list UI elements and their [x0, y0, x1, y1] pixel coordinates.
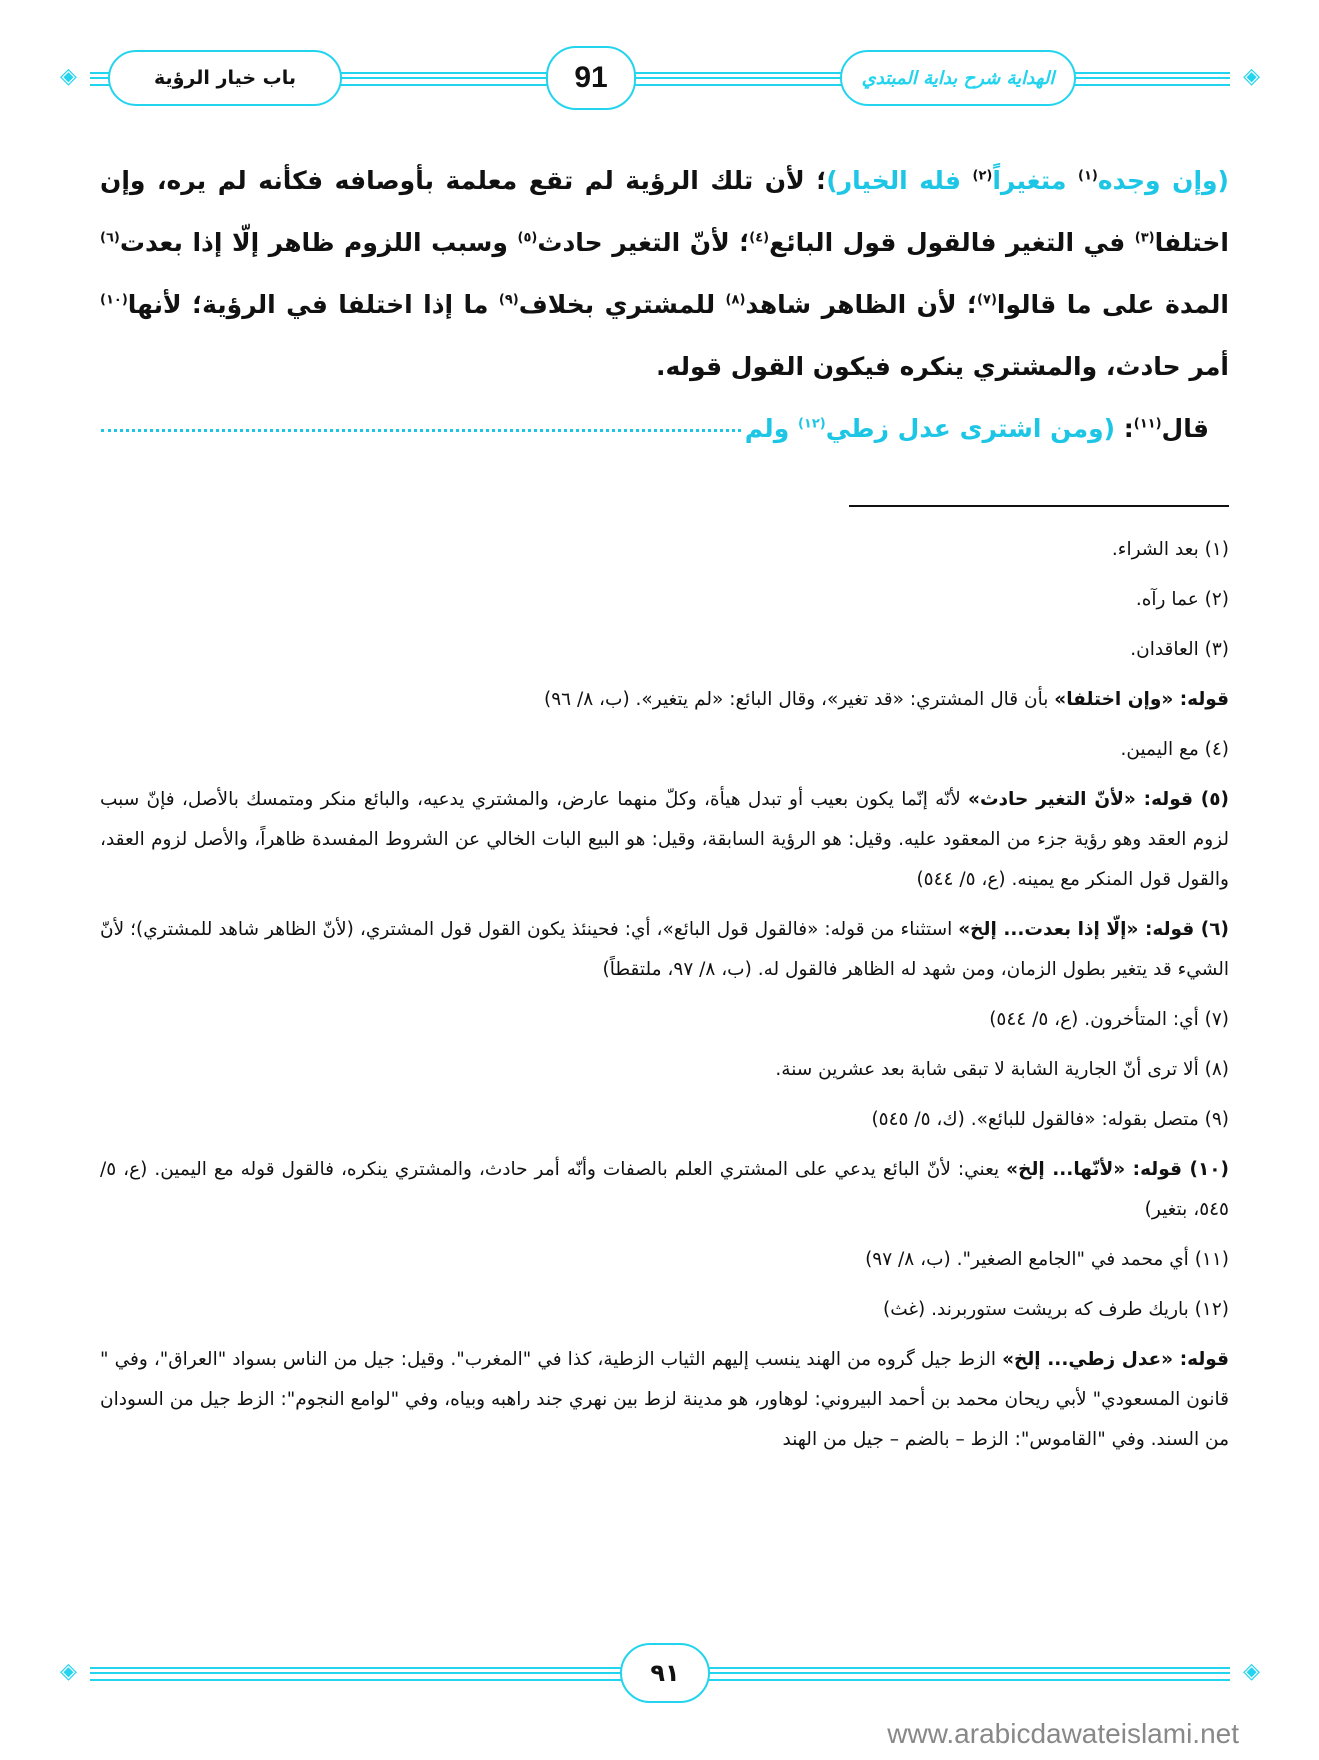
matn-text: متغيراً: [992, 166, 1078, 195]
footnote-item: [100, 730, 1229, 770]
footnote-lemma: قوله: «وإن اختلفا»: [1054, 689, 1229, 710]
book-title: الهداية شرح بداية المبتدي: [840, 50, 1076, 106]
sharh-text: ما إذا اختلفا في الرؤية؛ لأنها: [127, 290, 499, 319]
footnote-item: [100, 1100, 1229, 1140]
footnote-lemma: (٥) قوله: «لأنّ التغير حادث»: [968, 789, 1230, 810]
footnote-ref: (٣): [1134, 230, 1155, 246]
footnote-ref: (١): [1077, 168, 1098, 184]
footnote-ref: (٩): [498, 292, 519, 308]
footnote-lemma: قوله: «عدل زطي... إلخ»: [1002, 1349, 1229, 1370]
ornament-icon: ◈: [1243, 1659, 1260, 1684]
matn-text: (ومن اشترى عدل زطي: [825, 414, 1116, 443]
footnote-text: (٧) أي: المتأخرون. (ع، ٥/ ٥٤٤): [989, 1009, 1229, 1030]
footnote-text: (١٢) باريك طرف كه بريشت ستوربرند. (غث): [882, 1299, 1229, 1320]
chapter-title: باب خيار الرؤية: [108, 50, 342, 106]
sharh-text: :: [1115, 414, 1134, 443]
footnote-ref: (١٠): [100, 292, 128, 308]
footnote-item: [100, 1150, 1229, 1230]
footnote-ref: (١٢): [797, 416, 826, 432]
footer-page-number: ٩١: [620, 1643, 710, 1703]
footnote-item: [100, 1050, 1229, 1090]
footnote-item: [100, 1240, 1229, 1280]
footnote-text: بأن قال المشتري: «قد تغير»، وقال البائع: «لم يتغير». (ب، ٨/ ٩٦): [544, 689, 1055, 710]
page-footer: [60, 1645, 1260, 1705]
matn-text: (وإن وجده: [1097, 166, 1229, 195]
sharh-text: قال: [1161, 414, 1209, 443]
main-paragraph: [100, 398, 1229, 460]
footnote-text: (٣) العاقدان.: [1130, 639, 1229, 660]
footnote-text: لأنّه إنّما يكون بعيب أو تبدل هيأة، وكلّ منهما عارض، والمشتري يدعيه، والبائع منكر ومتمسك بالأصل، فإنّ سبب لزوم العقد وهو رؤية جزء من المعقود عليه. وقيل: هو الرؤية السابقة، وقيل: هو البيع البات الخالي عن الشروط المفسدة ظاهراً، والأصل لزوم العقد، والقول قول المنكر مع يمينه. (ع، ٥/ ٥٤٤): [100, 789, 1229, 890]
footnote-ref: (٧): [977, 292, 997, 308]
ornament-icon: ◈: [1243, 64, 1260, 89]
sharh-text: في التغير فالقول قول البائع: [769, 228, 1135, 257]
sharh-text: وسبب اللزوم ظاهر إلّا إذا بعدت: [119, 228, 518, 257]
footnote-item: [100, 780, 1229, 900]
footnote-item: [100, 680, 1229, 720]
sharh-text: المدة على ما قالوا: [996, 290, 1230, 319]
sharh-text: ؛ لأنّ التغير حادث: [537, 228, 750, 257]
main-text: [100, 150, 1229, 460]
main-paragraph: [100, 150, 1229, 398]
footnote-ref: (٤): [749, 230, 770, 246]
footnote-text: (١١) أي محمد في "الجامع الصغير". (ب، ٨/ ٩٧): [865, 1249, 1229, 1270]
footnote-ref: (١١): [1133, 416, 1162, 432]
footnote-item: [100, 1290, 1229, 1330]
continuation-dots: [101, 429, 741, 432]
footnote-ref: (٥): [517, 230, 538, 246]
footnote-item: [100, 530, 1229, 570]
footnote-text: استثناء من قوله: «فالقول قول البائع»، أي: فحينئذ يكون القول قول المشتري، (لأنّ الظاهر شاهد للمشتري)؛ لأنّ الشيء قد يتغير بطول الزمان، ومن شهد له الظاهر فالقول له. (ب، ٨/ ٩٧، ملتقطاً): [100, 919, 1229, 980]
matn-text: ولم: [744, 414, 798, 443]
footnote-text: (٨) ألا ترى أنّ الجارية الشابة لا تبقى شابة بعد عشرين سنة.: [775, 1059, 1229, 1080]
footnotes: [100, 530, 1229, 1470]
page-number: 91: [546, 46, 636, 110]
footnote-ref: (٢): [972, 168, 993, 184]
footnote-ref: (٨): [725, 292, 746, 308]
footnote-text: (٤) مع اليمين.: [1120, 739, 1229, 760]
footnote-ref: (٦): [100, 230, 120, 246]
footnote-text: يعني: لأنّ البائع يدعي على المشتري العلم بالصفات وأنّه أمر حادث، والمشتري ينكره، فالقول قوله مع اليمين. (ع، ٥/ ٥٤٥، بتغير): [100, 1159, 1229, 1220]
footnote-text: (٢) عما رآه.: [1135, 589, 1229, 610]
footnote-item: [100, 1340, 1229, 1460]
sharh-text: ؛ لأن تلك الرؤية لم تقع معلمة بأوصافه فكأنه لم يره، وإن اختلفا: [100, 166, 1229, 257]
website-url: www.arabicdawateislami.net: [887, 1718, 1239, 1749]
footnote-text: (١) بعد الشراء.: [1111, 539, 1229, 560]
sharh-text: ؛ لأن الظاهر شاهد: [745, 290, 978, 319]
ornament-icon: ◈: [60, 64, 77, 89]
page-header: [60, 50, 1260, 110]
footnote-text: (٩) متصل بقوله: «فالقول للبائع». (ك، ٥/ ٥٤٥): [871, 1109, 1229, 1130]
footnote-lemma: (١٠) قوله: «لأنّها... إلخ»: [1006, 1159, 1230, 1180]
sharh-text: أمر حادث، والمشتري ينكره فيكون القول قوله.: [655, 352, 1229, 381]
footnote-item: [100, 910, 1229, 990]
footnote-item: [100, 1000, 1229, 1040]
footnote-lemma: (٦) قوله: «إلّا إذا بعدت... إلخ»: [958, 919, 1229, 940]
footnote-item: [100, 580, 1229, 620]
matn-text: فله الخيار): [826, 166, 973, 195]
ornament-icon: ◈: [60, 1659, 77, 1684]
sharh-text: للمشتري بخلاف: [518, 290, 726, 319]
footnote-text: الزط جيل گروه من الهند ينسب إليهم الثياب الزطية، كذا في "المغرب". وقيل: جيل من الناس بسواد "العراق"، وفي " قانون المسعودي" لأبي ريحان محمد بن أحمد البيروني: لوهاور، هو مدينة لزط بين نهري جند راهبه وبياه، وفي "لوامع النجوم": الزط جيل من السودان من السند. وفي "القاموس": الزط – بالضم – جيل من الهند: [100, 1349, 1229, 1450]
footnote-item: [100, 630, 1229, 670]
footnote-separator: [849, 505, 1229, 507]
